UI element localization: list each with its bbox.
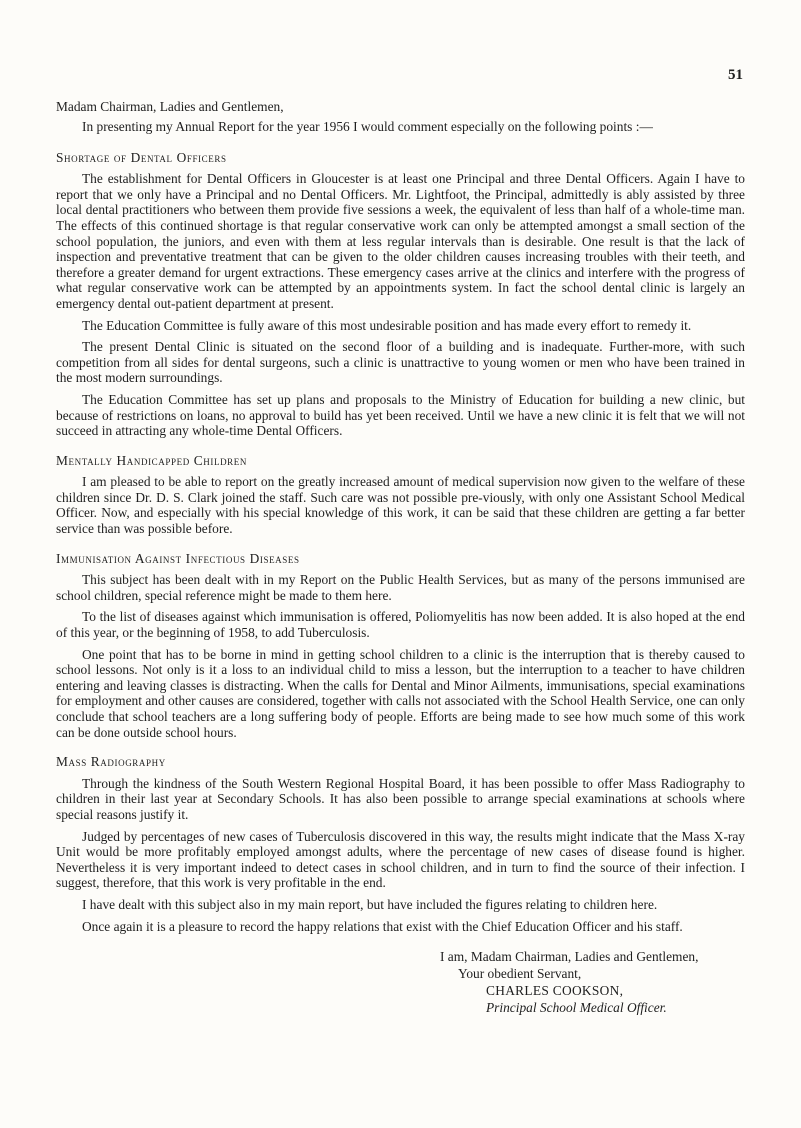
paragraph: The present Dental Clinic is situated on the second floor of a building and is inadequate. Further-more, with such competition from all sides for dental surgeons, such a clinic is unattractive to young women or men who have been trained in the most modern surroundings.: [56, 339, 745, 386]
paragraph: Judged by percentages of new cases of Tuberculosis discovered in this way, the results might indicate that the Mass X-ray Unit would be more profitably employed amongst adults, where the percentage of new cases of disease found is higher. Nevertheless it is very important indeed to detect cases in school children, and in turn to find the source of their infection. I suggest, therefore, that this work is very profitable in the end.: [56, 828, 745, 891]
closing-line: Your obedient Servant,: [458, 966, 582, 982]
sign-off: [440, 948, 745, 1016]
paragraph: I have dealt with this subject also in my main report, but have included the figures relating to children here.: [82, 896, 658, 912]
section-heading: Mentally Handicapped Children: [56, 452, 247, 468]
signatory-title: Principal School Medical Officer.: [486, 1000, 667, 1016]
paragraph: This subject has been dealt with in my Report on the Public Health Services, but as many of the persons immunised are school children, special reference might be made to them here.: [56, 572, 745, 603]
section-immunisation: [56, 551, 745, 741]
paragraph: To the list of diseases against which immunisation is offered, Poliomyelitis has now been added. It is also hoped at the end of this year, or the beginning of 1958, to add Tuberculosis.: [56, 609, 745, 641]
section-mass-radiography: [56, 754, 745, 934]
section-dental-officers: [56, 150, 745, 439]
salutation: Madam Chairman, Ladies and Gentlemen,: [56, 99, 284, 114]
paragraph: The Education Committee has set up plans and proposals to the Ministry of Education for building a new clinic, but because of restrictions on loans, no approval to build has yet been received. Until we have a new clinic it is felt that we will not succeed in attracting any whole-time Dental Officers.: [56, 391, 745, 439]
page-number: 51: [728, 67, 743, 83]
paragraph: The establishment for Dental Officers in Gloucester is at least one Principal and three Dental Officers. Again I have to report that we only have a Principal and no Dental Officers. Mr. Lightfoot, the Principal, admittedly is ably assisted by three local dental practitioners who between them provide five sessions a week, the equivalent of less than half of a whole-time man. The effects of this continued shortage is that regular conservative work can only be attempted amongst a small section of the school population, the juniors, and even with them at less regular intervals than is desirable. One result is that the lack of inspection and preventative treatment that can be given to the older children causes increasing troubles with their teeth, and therefore a greater demand for urgent extractions. These emergency cases arrive at the clinics and interfere with the progress of what regular conservative work can be attempted by an appointments system. In fact the school dental clinic is largely an emergency dental out-patient department at present.: [56, 171, 745, 311]
paragraph: The Education Committee is fully aware of this most undesirable position and has made every effort to remedy it.: [82, 317, 692, 333]
intro-paragraph: In presenting my Annual Report for the year 1956 I would comment especially on the following points :—: [82, 119, 653, 134]
paragraph: Once again it is a pleasure to record the happy relations that exist with the Chief Education Officer and his staff.: [82, 918, 683, 934]
section-heading: Mass Radiography: [56, 754, 166, 770]
section-mentally-handicapped: [56, 453, 745, 537]
signatory-name: CHARLES COOKSON,: [486, 983, 624, 999]
paragraph: Through the kindness of the South Western Regional Hospital Board, it has been possible to offer Mass Radiography to children in their last year at Secondary Schools. It has also been possible to arrange special examinations at schools where special reasons justify it.: [56, 775, 745, 822]
report-body: [56, 119, 745, 1016]
closing-line: I am, Madam Chairman, Ladies and Gentlemen,: [440, 949, 699, 965]
paragraph: I am pleased to be able to report on the greatly increased amount of medical supervision now given to the welfare of these children since Dr. D. S. Clark joined the staff. Such care was not possible pre-viously, with only one Assistant School Medical Officer. Now, and especially with his special knowledge of this work, it can be said that these children are getting a far better service than was possible before.: [56, 474, 745, 537]
paragraph: One point that has to be borne in mind in getting school children to a clinic is the interruption that is thereby caused to school lessons. Not only is it a loss to an individual child to miss a lesson, but the interruption to a teacher to have children entering and leaving classes is distracting. When the calls for Dental and Minor Ailments, immunisations, special examinations for employment and other causes are considered, together with calls not associated with the School Health Service, one can only conclude that school teachers are a long suffering body of people. Efforts are being made to see how much some of this work can be done outside school hours.: [56, 646, 745, 740]
section-heading: Shortage of Dental Officers: [56, 149, 227, 165]
section-heading: Immunisation Against Infectious Diseases: [56, 550, 300, 566]
